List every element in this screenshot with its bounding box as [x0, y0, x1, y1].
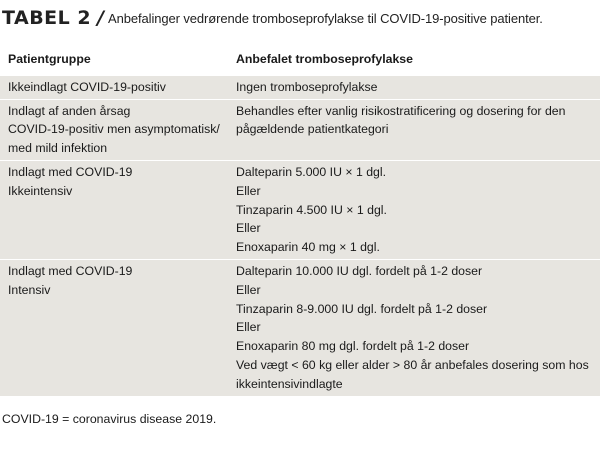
cell-line: Tinzaparin 4.500 IU × 1 dgl. [236, 202, 387, 217]
recommendation-cell [236, 259, 600, 395]
column-header-patient-group: Patientgruppe [8, 52, 91, 66]
table-row [0, 99, 600, 160]
table-title: Anbefalinger vedrørende tromboseprofylakse til COVID-19-positive patienter. [108, 10, 543, 26]
cell-line: COVID-19-positiv men asymptomatisk/ [8, 122, 220, 137]
table-row [0, 75, 600, 99]
recommendation-cell [236, 99, 600, 160]
column-header-recommendation: Anbefalet tromboseprofylakse [236, 52, 413, 66]
patient-group-cell [0, 259, 236, 395]
title-separator: / [97, 7, 105, 29]
table-label: TABEL 2 [2, 7, 92, 29]
table-row [0, 160, 600, 259]
cell-line: Indlagt af anden årsag [8, 103, 131, 118]
cell-line: Eller [236, 320, 261, 335]
cell-line: Ikkeintensiv [8, 183, 73, 198]
recommendation-cell [236, 160, 600, 259]
cell-line: Behandles efter vanlig risikostratificering og dosering for den pågældende patientkategori [236, 103, 566, 137]
table-footnote: COVID-19 = coronavirus disease 2019. [2, 412, 217, 426]
cell-line: Indlagt med COVID-19 [8, 263, 133, 278]
table-title-bar [0, 0, 600, 36]
cell-line: Eller [236, 282, 261, 297]
recommendation-cell [236, 75, 600, 99]
cell-line: Ved vægt < 60 kg eller alder > 80 år anbefales dosering som hos ikkeintensivindlagte [236, 357, 589, 391]
patient-group-cell [0, 99, 236, 160]
table-row [0, 259, 600, 395]
cell-line: Enoxaparin 40 mg × 1 dgl. [236, 240, 380, 255]
cell-line: med mild infektion [8, 141, 108, 156]
cell-line: Eller [236, 183, 261, 198]
cell-line: Dalteparin 5.000 IU × 1 dgl. [236, 164, 387, 179]
cell-line: Enoxaparin 80 mg dgl. fordelt på 1-2 doser [236, 339, 470, 354]
cell-line: Ikkeindlagt COVID-19-positiv [8, 79, 166, 94]
cell-line: Dalteparin 10.000 IU dgl. fordelt på 1-2 doser [236, 263, 483, 278]
table-header-row [0, 44, 600, 75]
cell-line: Tinzaparin 8-9.000 IU dgl. fordelt på 1-2 doser [236, 301, 488, 316]
cell-line: Intensiv [8, 282, 51, 297]
cell-line: Ingen tromboseprofylakse [236, 79, 378, 94]
cell-line: Eller [236, 221, 261, 236]
recommendations-table [0, 44, 600, 396]
patient-group-cell [0, 160, 236, 259]
cell-line: Indlagt med COVID-19 [8, 164, 133, 179]
patient-group-cell [0, 75, 236, 99]
